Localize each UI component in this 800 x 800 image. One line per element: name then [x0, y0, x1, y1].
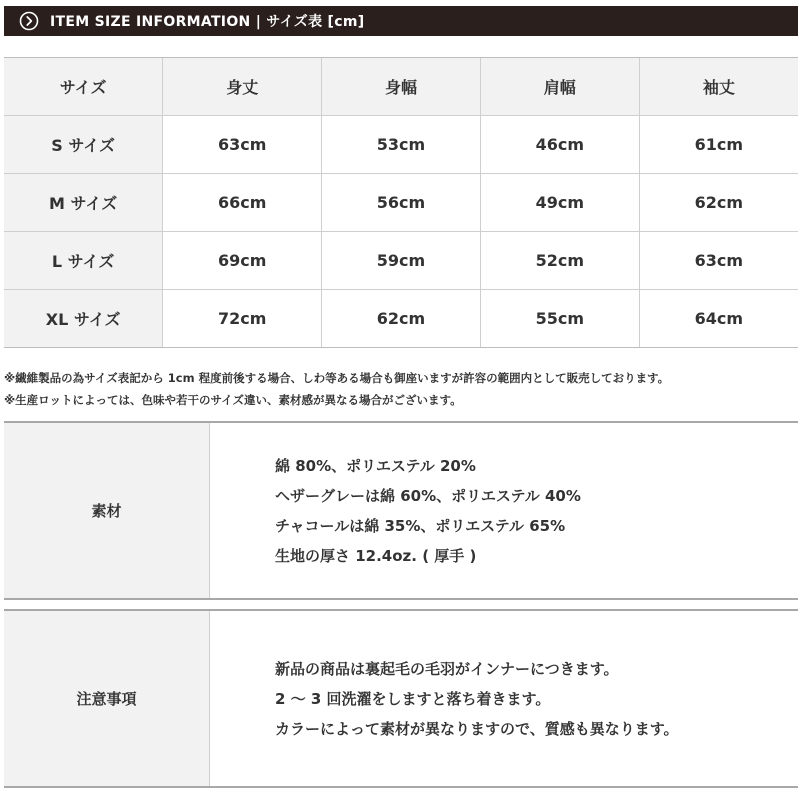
size-table [4, 57, 798, 348]
caution-details [210, 611, 798, 786]
table-cell: 61cm [639, 116, 798, 174]
header-title: ITEM SIZE INFORMATION | サイズ表 [cm] [50, 14, 365, 30]
column-header: サイズ [4, 58, 163, 116]
caution-line: カラーによって素材が異なりますので、質感も異なります。 [275, 719, 679, 738]
caution-label: 注意事項 [4, 611, 210, 786]
table-header-row [4, 58, 798, 116]
material-line: 生地の厚さ 12.4oz. ( 厚手 ) [275, 546, 477, 565]
material-label: 素材 [4, 423, 210, 598]
table-row [4, 174, 798, 232]
column-header: 袖丈 [639, 58, 798, 116]
header-bar [4, 6, 798, 36]
material-details [210, 423, 798, 598]
table-cell: 63cm [163, 116, 322, 174]
table-cell: 66cm [163, 174, 322, 232]
table-cell: 49cm [480, 174, 639, 232]
column-header: 身丈 [163, 58, 322, 116]
table-cell: 62cm [322, 290, 481, 348]
table-cell: 62cm [639, 174, 798, 232]
size-label: L サイズ [4, 232, 163, 290]
caution-section [4, 609, 798, 788]
note-line: ※繊維製品の為サイズ表記から 1cm 程度前後する場合、しわ等ある場合も御座いますが許容の範囲内として販売しております。 [4, 371, 670, 385]
material-line: ヘザーグレーは綿 60%、ポリエステル 40% [275, 486, 581, 505]
table-cell: 72cm [163, 290, 322, 348]
column-header: 身幅 [322, 58, 481, 116]
column-header: 肩幅 [480, 58, 639, 116]
caution-line: 2 ～ 3 回洗濯をしますと落ち着きます。 [275, 689, 551, 708]
note-line: ※生産ロットによっては、色味や若干のサイズ違い、素材感が異なる場合がございます。 [4, 393, 462, 407]
table-row [4, 116, 798, 174]
table-cell: 46cm [480, 116, 639, 174]
size-label: XL サイズ [4, 290, 163, 348]
table-cell: 63cm [639, 232, 798, 290]
material-line: 綿 80%、ポリエステル 20% [275, 456, 476, 475]
material-line: チャコールは綿 35%、ポリエステル 65% [275, 516, 566, 535]
material-section [4, 421, 798, 600]
table-cell: 59cm [322, 232, 481, 290]
table-cell: 64cm [639, 290, 798, 348]
table-row [4, 290, 798, 348]
table-cell: 55cm [480, 290, 639, 348]
table-cell: 52cm [480, 232, 639, 290]
size-label: M サイズ [4, 174, 163, 232]
table-row [4, 232, 798, 290]
table-cell: 69cm [163, 232, 322, 290]
caution-line: 新品の商品は裏起毛の毛羽がインナーにつきます。 [275, 659, 619, 678]
table-cell: 56cm [322, 174, 481, 232]
size-label: S サイズ [4, 116, 163, 174]
table-cell: 53cm [322, 116, 481, 174]
chevron-right-circle-icon [18, 10, 40, 32]
size-notes [4, 367, 800, 411]
